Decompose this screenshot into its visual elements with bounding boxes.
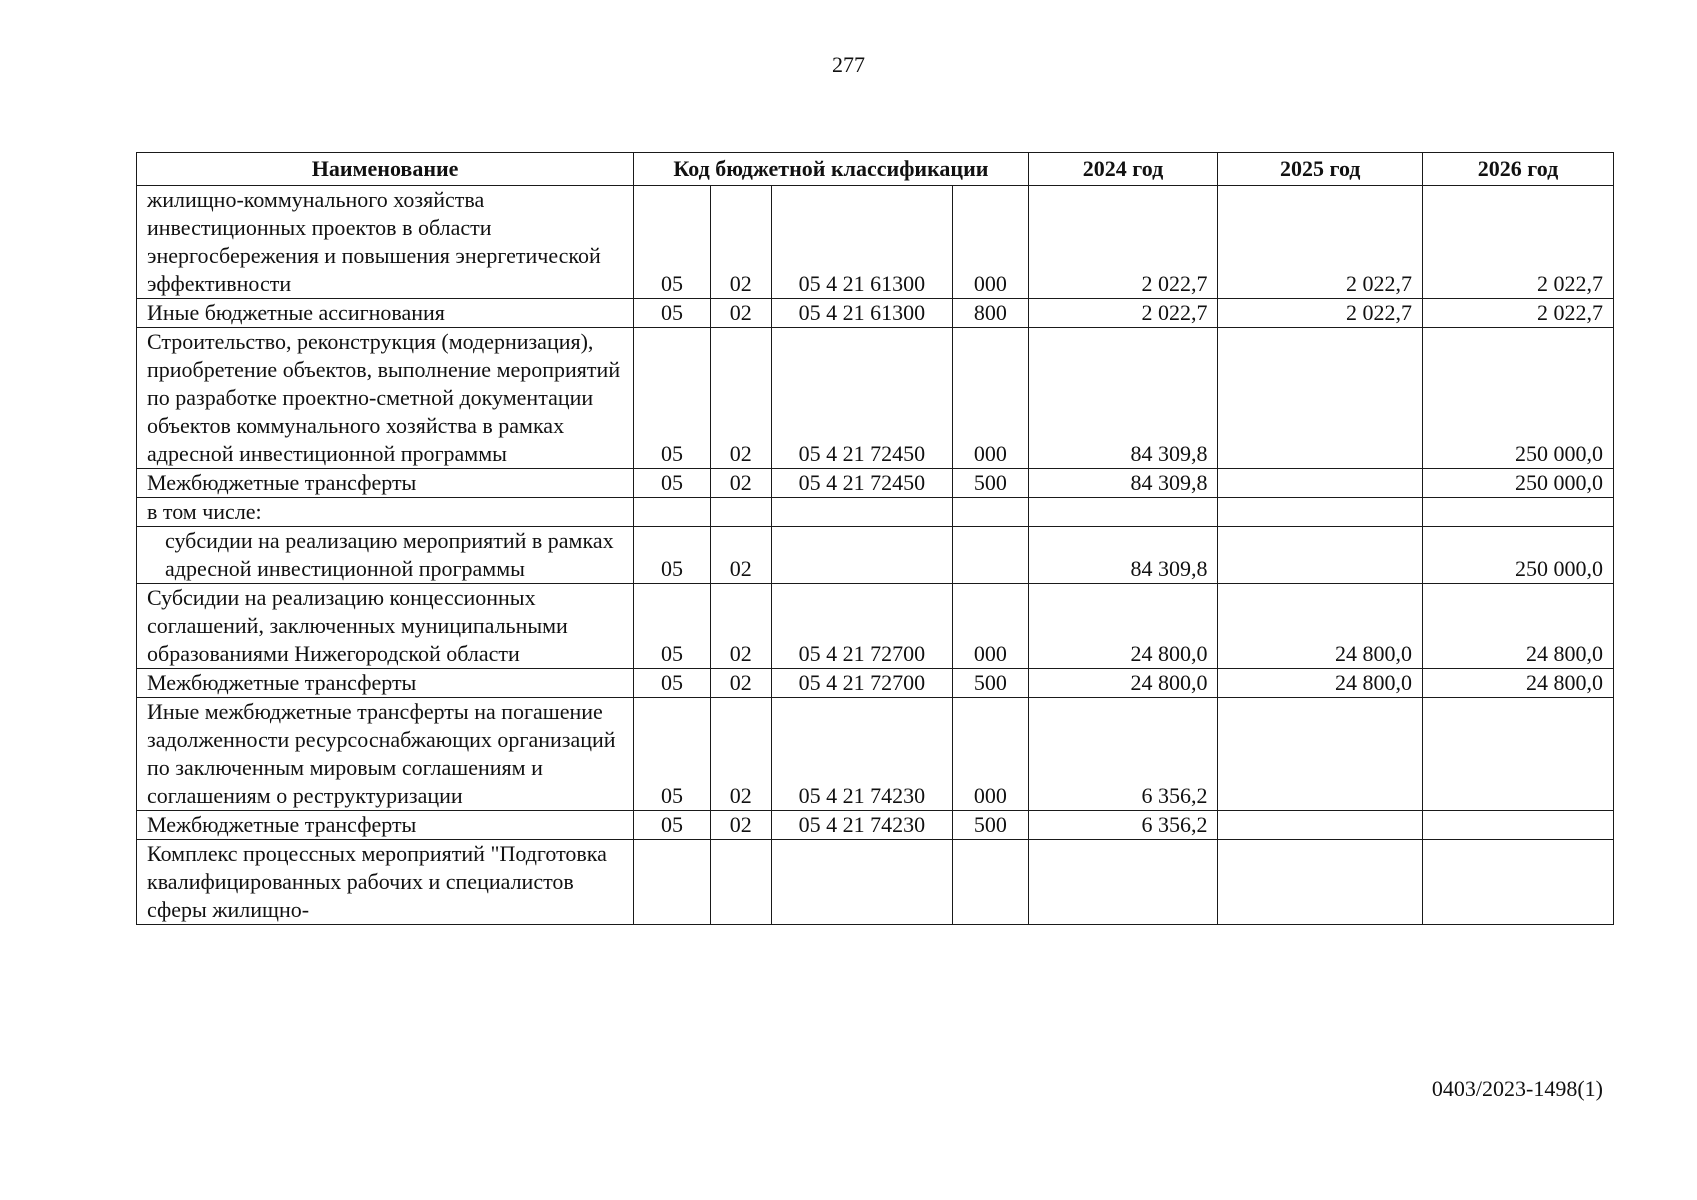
header-2024: 2024 год — [1028, 153, 1218, 186]
row-2025: 2 022,7 — [1218, 299, 1423, 328]
row-code-target — [771, 498, 952, 527]
table-row — [137, 811, 1614, 840]
row-2025: 24 800,0 — [1218, 584, 1423, 669]
row-code-expense-type — [953, 527, 1029, 584]
header-code: Код бюджетной классификации — [634, 153, 1028, 186]
row-code-subsection — [710, 840, 771, 925]
row-name: Иные межбюджетные трансферты на погашение задолженности ресурсоснабжающих организаций по заключенным мировым соглашениям и соглашениям о реструктуризации — [137, 698, 634, 811]
row-code-target: 05 4 21 61300 — [771, 299, 952, 328]
row-code-section — [634, 498, 711, 527]
row-2024: 2 022,7 — [1028, 299, 1218, 328]
budget-table — [136, 152, 1614, 925]
row-2025: 2 022,7 — [1218, 186, 1423, 299]
row-2024: 24 800,0 — [1028, 669, 1218, 698]
row-name: Строительство, реконструкция (модернизация), приобретение объектов, выполнение мероприятий по разработке проектно-сметной документации объектов коммунального хозяйства в рамках адресной инвестиционной программы — [137, 328, 634, 469]
row-2026: 2 022,7 — [1423, 186, 1614, 299]
row-code-subsection: 02 — [710, 698, 771, 811]
row-code-expense-type: 500 — [953, 469, 1029, 498]
row-2025 — [1218, 469, 1423, 498]
row-code-subsection: 02 — [710, 527, 771, 584]
header-name: Наименование — [137, 153, 634, 186]
row-name: Иные бюджетные ассигнования — [137, 299, 634, 328]
row-2025 — [1218, 698, 1423, 811]
row-code-target: 05 4 21 72700 — [771, 584, 952, 669]
row-2025 — [1218, 498, 1423, 527]
row-2025 — [1218, 527, 1423, 584]
table-row — [137, 186, 1614, 299]
header-2025: 2025 год — [1218, 153, 1423, 186]
row-code-expense-type — [953, 498, 1029, 527]
row-code-expense-type: 500 — [953, 669, 1029, 698]
row-2024: 6 356,2 — [1028, 811, 1218, 840]
table-row — [137, 328, 1614, 469]
row-code-subsection: 02 — [710, 669, 771, 698]
table-row — [137, 669, 1614, 698]
header-row — [137, 153, 1614, 186]
row-code-target — [771, 527, 952, 584]
row-name: Комплекс процессных мероприятий "Подготовка квалифицированных рабочих и специалистов сферы жилищно- — [137, 840, 634, 925]
row-2024: 24 800,0 — [1028, 584, 1218, 669]
row-2024 — [1028, 498, 1218, 527]
table-row — [137, 584, 1614, 669]
row-code-expense-type — [953, 840, 1029, 925]
row-code-expense-type: 500 — [953, 811, 1029, 840]
row-name: жилищно-коммунального хозяйства инвестиционных проектов в области энергосбережения и повышения энергетической эффективности — [137, 186, 634, 299]
row-2026 — [1423, 840, 1614, 925]
page-number: 277 — [832, 52, 865, 77]
row-code-target — [771, 840, 952, 925]
row-2025: 24 800,0 — [1218, 669, 1423, 698]
table-row — [137, 469, 1614, 498]
row-name: субсидии на реализацию мероприятий в рамках адресной инвестиционной программы — [137, 527, 634, 584]
row-code-section: 05 — [634, 299, 711, 328]
row-code-target: 05 4 21 72700 — [771, 669, 952, 698]
row-code-target: 05 4 21 72450 — [771, 328, 952, 469]
row-name: Межбюджетные трансферты — [137, 669, 634, 698]
row-code-expense-type: 800 — [953, 299, 1029, 328]
row-2024: 84 309,8 — [1028, 328, 1218, 469]
row-name: Межбюджетные трансферты — [137, 469, 634, 498]
row-code-section: 05 — [634, 698, 711, 811]
table-row — [137, 840, 1614, 925]
row-code-target: 05 4 21 74230 — [771, 811, 952, 840]
row-2024 — [1028, 840, 1218, 925]
row-code-subsection: 02 — [710, 811, 771, 840]
row-code-subsection: 02 — [710, 186, 771, 299]
row-code-section: 05 — [634, 584, 711, 669]
row-code-target: 05 4 21 72450 — [771, 469, 952, 498]
row-2025 — [1218, 328, 1423, 469]
row-code-section: 05 — [634, 328, 711, 469]
header-2026: 2026 год — [1423, 153, 1614, 186]
row-code-subsection — [710, 498, 771, 527]
row-code-expense-type: 000 — [953, 584, 1029, 669]
row-code-target: 05 4 21 61300 — [771, 186, 952, 299]
row-code-section — [634, 840, 711, 925]
row-2026: 250 000,0 — [1423, 527, 1614, 584]
row-code-expense-type: 000 — [953, 698, 1029, 811]
table-row — [137, 527, 1614, 584]
row-2026 — [1423, 498, 1614, 527]
row-2026: 250 000,0 — [1423, 469, 1614, 498]
row-2026 — [1423, 698, 1614, 811]
row-code-section: 05 — [634, 186, 711, 299]
row-2026 — [1423, 811, 1614, 840]
row-2026: 24 800,0 — [1423, 584, 1614, 669]
row-name: Межбюджетные трансферты — [137, 811, 634, 840]
row-2024: 84 309,8 — [1028, 527, 1218, 584]
row-2024: 84 309,8 — [1028, 469, 1218, 498]
row-2024: 2 022,7 — [1028, 186, 1218, 299]
row-code-subsection: 02 — [710, 469, 771, 498]
row-2026: 250 000,0 — [1423, 328, 1614, 469]
table-row — [137, 299, 1614, 328]
row-name: Субсидии на реализацию концессионных соглашений, заключенных муниципальными образованиями Нижегородской области — [137, 584, 634, 669]
row-code-section: 05 — [634, 527, 711, 584]
row-code-subsection: 02 — [710, 328, 771, 469]
row-2025 — [1218, 811, 1423, 840]
row-code-subsection: 02 — [710, 584, 771, 669]
row-2025 — [1218, 840, 1423, 925]
row-code-target: 05 4 21 74230 — [771, 698, 952, 811]
row-code-subsection: 02 — [710, 299, 771, 328]
row-code-section: 05 — [634, 669, 711, 698]
row-2026: 24 800,0 — [1423, 669, 1614, 698]
document-registration-number: 0403/2023-1498(1) — [1431, 1076, 1603, 1101]
row-2026: 2 022,7 — [1423, 299, 1614, 328]
row-2024: 6 356,2 — [1028, 698, 1218, 811]
row-code-expense-type: 000 — [953, 328, 1029, 469]
row-code-section: 05 — [634, 469, 711, 498]
table-row — [137, 498, 1614, 527]
row-name: в том числе: — [137, 498, 634, 527]
row-code-section: 05 — [634, 811, 711, 840]
table-row — [137, 698, 1614, 811]
row-code-expense-type: 000 — [953, 186, 1029, 299]
